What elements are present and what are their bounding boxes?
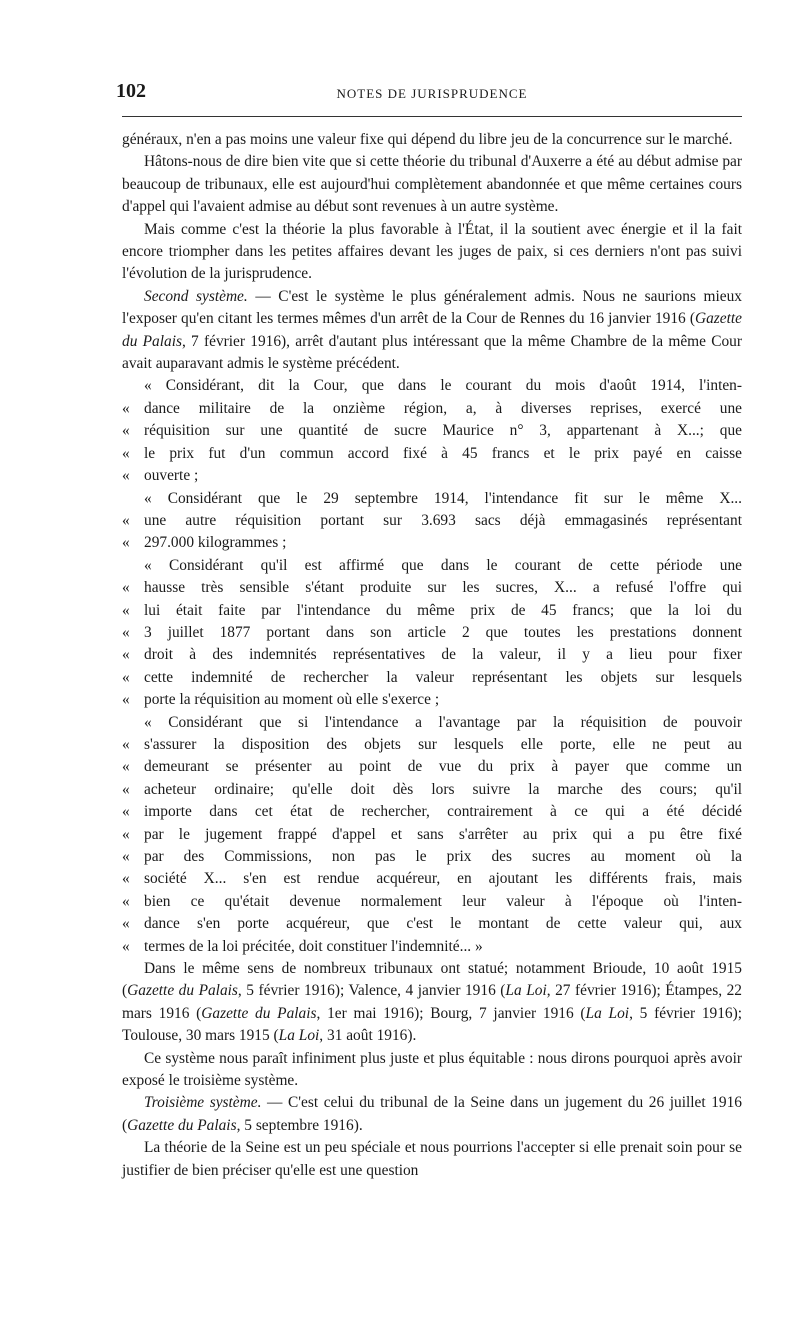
quote-line: « termes de la loi précitée, doit constituer l'indemnité... » bbox=[122, 937, 483, 955]
quote-line: « 297.000 kilogrammes ; bbox=[122, 534, 287, 552]
quote-line: « bien ce qu'était devenue normalement leur valeur à l'époque où l'inten- bbox=[122, 892, 742, 910]
paragraph-third-system: Troisième système. — C'est celui du tribunal de la Seine dans un jugement du 26 juillet 1916 (Gazette du Palais, 5 septembre 1916). bbox=[122, 1094, 742, 1134]
case-source: La Loi bbox=[585, 1004, 630, 1022]
quote-line: « Considérant qu'il est affirmé que dans le courant de cette période une bbox=[144, 556, 742, 574]
quote-line: « par des Commissions, non pas le prix des sucres au moment où la bbox=[122, 848, 742, 865]
quote-line: « importe dans cet état de rechercher, contrairement à ce qui a été décidé bbox=[122, 803, 742, 821]
paragraph-seine-theory: La théorie de la Seine est un peu spéciale et nous pourrions l'accepter si elle prenait soin pour se justifier de bien préciser qu'elle est une question bbox=[122, 1139, 742, 1179]
quote-line: « lui était faite par l'intendance du même prix de 45 francs; que la loi du bbox=[122, 601, 742, 619]
second-system-source: Gazette du Palais bbox=[122, 310, 742, 350]
page-header bbox=[116, 80, 742, 117]
second-system-label: Second système. bbox=[144, 287, 248, 305]
paragraph-second-system bbox=[122, 286, 742, 376]
page-number: 102 bbox=[116, 80, 146, 102]
quote-line: « Considérant que si l'intendance a l'avantage par la réquisition de pouvoir bbox=[144, 713, 743, 731]
case-source: La Loi bbox=[505, 982, 547, 1000]
quote-paragraph-2 bbox=[122, 488, 742, 555]
quote-line: « Considérant, dit la Cour, que dans le courant du mois d'août 1914, l'inten- bbox=[144, 377, 742, 395]
case-source: Gazette du Palais bbox=[201, 1004, 317, 1022]
quote-paragraph-4 bbox=[122, 712, 742, 958]
quote-line: « par le jugement frappé d'appel et sans s'arrêter au prix qui a pu être fixé bbox=[122, 825, 742, 843]
case-source: Gazette du Palais bbox=[127, 982, 238, 1000]
quote-open-mark: « bbox=[144, 377, 166, 395]
quote-line: « demeurant se présenter au point de vue du prix à payer que comme un bbox=[122, 758, 742, 776]
paragraph-opinion: Ce système nous paraît infiniment plus juste et plus équitable : nous dirons pourquoi après avoir exposé le troisième système. bbox=[122, 1049, 742, 1090]
quote-line: « cette indemnité de rechercher la valeur représentant les objets sur lesquels bbox=[122, 668, 742, 686]
quote-line: « acheteur ordinaire; qu'elle doit dès lors suivre la marche des cours; qu'il bbox=[122, 780, 742, 798]
case-source: La Loi bbox=[278, 1027, 320, 1045]
running-title: NOTES DE JURISPRUDENCE bbox=[336, 86, 528, 101]
quote-line: « une autre réquisition portant sur 3.693 sacs déjà emmagasinés représentant bbox=[122, 511, 742, 529]
paragraph-state-theory: Mais comme c'est la théorie la plus favorable à l'État, il la soutient avec énergie et il la fait encore triompher dans les petites affaires devant les juges de paix, si ces derniers n'ont pas suivi l'évolution de la jurisprudence. bbox=[122, 220, 742, 283]
quote-line: « s'assurer la disposition des objets sur lesquels elle porte, elle ne peut au bbox=[122, 735, 742, 753]
quote-paragraph-1 bbox=[122, 375, 742, 487]
paragraph-continuation: généraux, n'en a pas moins une valeur fixe qui dépend du libre jeu de la concurrence sur le marché. bbox=[122, 131, 733, 148]
quote-line: « ouverte ; bbox=[122, 467, 199, 485]
paragraph-auxerre: Hâtons-nous de dire bien vite que si cette théorie du tribunal d'Auxerre a été au début admise par beaucoup de tribunaux, elle est aujourd'hui complètement abandonnée et que même certaines cours d'appel qui l'avaient admise au début sont revenues à un autre système. bbox=[122, 153, 742, 216]
quote-line: « 3 juillet 1877 portant dans son article 2 que toutes les prestations donnent bbox=[122, 623, 742, 641]
quote-line: « droit à des indemnités représentatives de la valeur, il y a lieu pour fixer bbox=[122, 646, 742, 664]
quote-line: « dance militaire de la onzième région, a, à diverses reprises, exercé une bbox=[122, 399, 742, 417]
body-text bbox=[122, 129, 742, 1182]
second-system-text-a: — C'est le système le plus généralement admis. Nous ne saurions mieux l'exposer qu'en citant les termes mêmes d'un arrêt de la Cour de Rennes du 16 janvier 1916 ( bbox=[122, 287, 742, 328]
third-system-label: Troisième système. bbox=[144, 1094, 262, 1112]
second-system-text-b: , 7 février 1916), arrêt d'autant plus intéressant que la même Chambre de la même Cour avait auparavant admis le système précédent. bbox=[122, 332, 742, 373]
quote-line: « réquisition sur une quantité de sucre Maurice n° 3, appartenant à X...; que bbox=[122, 422, 742, 440]
quote-line: « société X... s'en est rendue acquéreur, en ajoutant les différents frais, mais bbox=[122, 870, 742, 888]
third-system-source: Gazette du Palais bbox=[127, 1116, 237, 1134]
quote-line: « dance s'en porte acquéreur, que c'est le montant de cette valeur qui, aux bbox=[122, 915, 742, 933]
court-quotation bbox=[122, 375, 742, 958]
quote-line: « hausse très sensible s'étant produite sur les sucres, X... a refusé l'offre qui bbox=[122, 579, 742, 597]
quote-line: « Considérant que le 29 septembre 1914, l'intendance fit sur le même X... bbox=[144, 489, 743, 507]
quote-line: « porte la réquisition au moment où elle s'exerce ; bbox=[122, 691, 440, 709]
paragraph-case-list: Dans le même sens de nombreux tribunaux ont statué; notamment Brioude, 10 août 1915 (Gazette du Palais, 5 février 1916); Valence, 4 janvier 1916 (La Loi, 27 février 1916); Étampes, 22 mars 1916 (Gazette du Palais, 1er mai 1916); Bourg, 7 janvier 1916 (La Loi, 5 février 1916); Toulouse, 30 mars 1915 (La Loi, 31 août 1916). bbox=[122, 960, 743, 1045]
quote-paragraph-3 bbox=[122, 555, 742, 712]
quote-line: « le prix fut d'un commun accord fixé à 45 francs et le prix payé en caisse bbox=[122, 444, 742, 462]
